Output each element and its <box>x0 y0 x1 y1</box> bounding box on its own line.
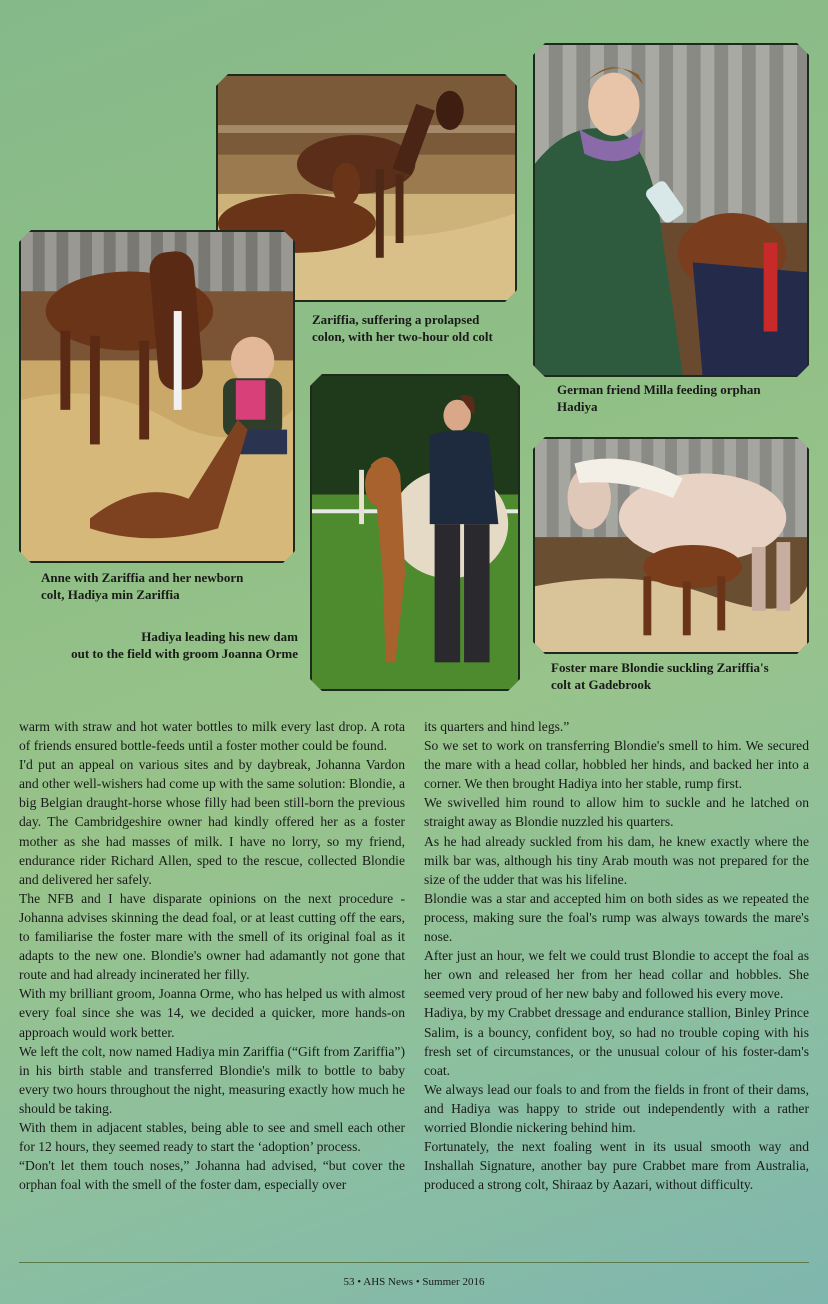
paragraph: As he had already suckled from his dam, he knew exactly where the milk bar was, although his tiny Arab mouth was not prepared for the size of the udder that was his lifeline. <box>424 833 809 887</box>
photo-milla-feeding-hadiya <box>533 43 809 377</box>
paragraph: We swivelled him round to allow him to suckle and he latched on straight away as Blondie nuzzled his quarters. <box>424 795 809 830</box>
caption-milla-feeding: German friend Milla feeding orphan Hadiya <box>557 382 761 414</box>
photo-hadiya-leading-dam <box>310 374 520 691</box>
caption-anne-zariffia: Anne with Zariffia and her newborn colt, Hadiya min Zariffia <box>41 570 244 602</box>
paragraph: With my brilliant groom, Joanna Orme, who has helped us with almost every foal since she was 14, we decided a quicker, more hands-on approach would work better. <box>19 986 405 1040</box>
paragraph: I'd put an appeal on various sites and by daybreak, Johanna Vardon and other well-wishers had come up with the same solution: Blondie, a big Belgian draught-horse whose filly had been still-born the previous day. The Cambridgeshire owner had kindly offered her as a foster mother as she had masses of milk. I have no lorry, so my friend, endurance rider Richard Allen, sped to the rescue, collected Blondie and delivered her safely. <box>19 757 405 887</box>
paragraph: its quarters and hind legs.” <box>424 719 570 734</box>
paragraph: With them in adjacent stables, being able to see and smell each other for 12 hours, they seemed ready to start the ‘adoption’ process. <box>19 1119 405 1155</box>
article-column-right <box>424 717 809 1194</box>
paragraph: After just an hour, we felt we could trust Blondie to accept the foal as her own and released her from her head collar and hobbles. She seemed very proud of her new baby and followed his every move. <box>424 948 809 1002</box>
paragraph: Fortunately, the next foaling went in its usual smooth way and Inshallah Signature, another bay pure Crabbet mare from Australia, produced a strong colt, Shiraaz by Aazari, without difficulty. <box>424 1139 809 1193</box>
paragraph: So we set to work on transferring Blondie's smell to him. We secured the mare with a head collar, hobbled her hinds, and backed her into a corner. We then brought Hadiya into her stable, rump first. <box>424 738 809 792</box>
caption-blondie-suckling: Foster mare Blondie suckling Zariffia's colt at Gadebrook <box>551 660 769 692</box>
footer-divider <box>19 1262 809 1263</box>
paragraph: We left the colt, now named Hadiya min Zariffia (“Gift from Zariffia”) in his birth stable and transferred Blondie's milk to bottle to baby every two hours throughout the night, measuring exactly how much he should be taking. <box>19 1043 405 1116</box>
caption-hadiya-leading: Hadiya leading his new dam out to the field with groom Joanna Orme <box>71 629 298 661</box>
photo-anne-with-zariffia <box>19 230 295 563</box>
paragraph: “Don't let them touch noses,” Johanna had advised, “but cover the orphan foal with the smell of the foster dam, especially over <box>19 1158 405 1193</box>
paragraph: We always lead our foals to and from the fields in front of their dams, and Hadiya was happy to stride out independently with a rather worried Blondie nickering behind him. <box>424 1081 809 1135</box>
photo-blondie-suckling <box>533 437 809 654</box>
paragraph: Hadiya, by my Crabbet dressage and endurance stallion, Binley Prince Salim, is a bouncy, confident boy, so had no trouble coping with his fresh set of circumstances, or the unusual colour of his foster-dam's coat. <box>424 1005 809 1078</box>
paragraph: Blondie was a star and accepted him on both sides as we repeated the process, making sure the foal's rump was always towards the mare's nose. <box>424 890 809 945</box>
page-footer: 53 • AHS News • Summer 2016 <box>343 1276 485 1288</box>
paragraph: warm with straw and hot water bottles to milk every last drop. A rota of friends ensured bottle-feeds until a foster mother could be found. <box>19 719 405 754</box>
paragraph: The NFB and I have disparate opinions on the next procedure - Johanna advises skinning the dead foal, or at least cutting off the ears, to familiarise the foster mare with the smell of its original foal as it adapts to the new one. Blondie's owner had adamantly not gone that route and had already incinerated her filly. <box>19 890 405 983</box>
caption-zariffia-colt: Zariffia, suffering a prolapsed colon, with her two-hour old colt <box>312 312 493 344</box>
article-column-left <box>19 717 405 1194</box>
